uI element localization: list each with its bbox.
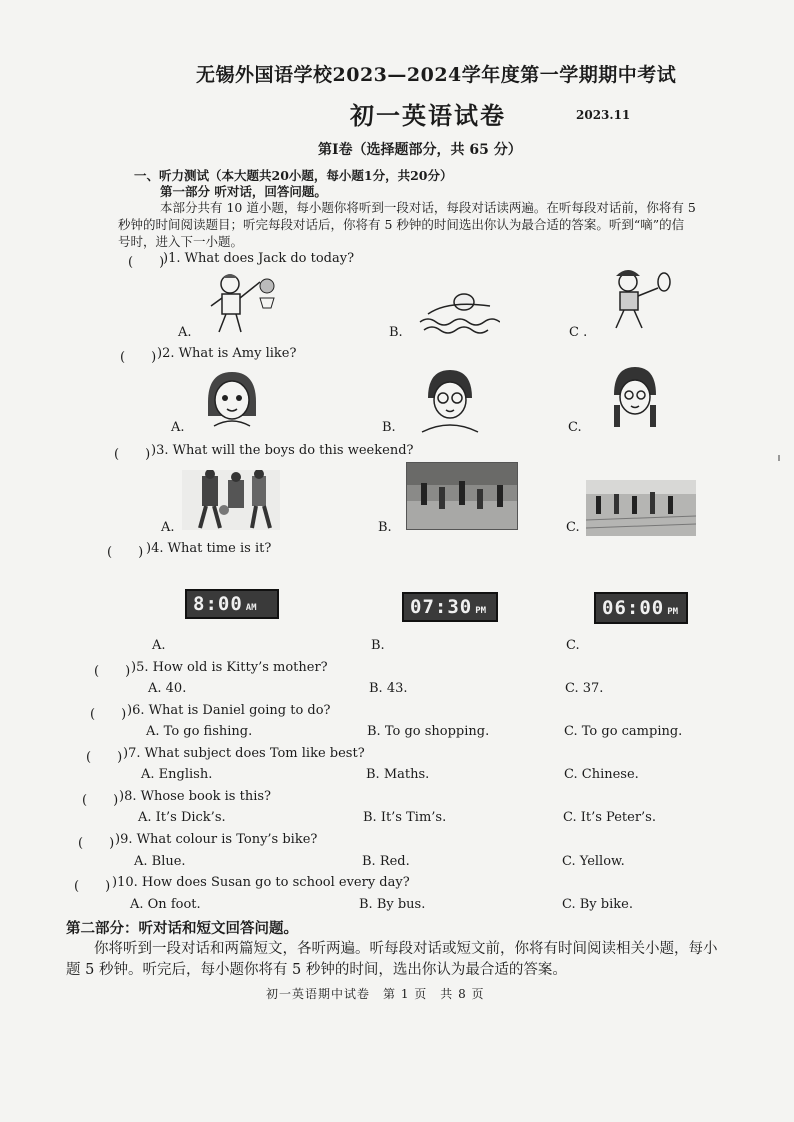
exam-date: 2023.11 bbox=[576, 108, 631, 122]
part2-title: 第二部分：听对话和短文回答问题。 bbox=[66, 920, 298, 937]
girl-face-image bbox=[200, 368, 264, 434]
basketball-player-image bbox=[205, 270, 280, 338]
option-label: B. bbox=[378, 520, 392, 535]
digital-clock-c bbox=[594, 592, 688, 624]
option-c: C. 37. bbox=[565, 681, 604, 696]
instructions-line: 本部分共有 10 道小题，每小题你将听到一段对话，每段对话读两遍。在听每段对话前，你将有 5 bbox=[160, 200, 696, 215]
answer-blank[interactable]: ( ) bbox=[94, 664, 131, 679]
question-3: )3. What will the boys do this weekend? bbox=[151, 443, 414, 458]
question-9: )9. What colour is Tony’s bike? bbox=[115, 832, 318, 847]
option-label: A. bbox=[171, 420, 185, 435]
clock-ampm: AM bbox=[245, 603, 257, 613]
question-6: )6. What is Daniel going to do? bbox=[127, 703, 331, 718]
option-c: C. Yellow. bbox=[562, 854, 625, 869]
part2-instructions: 题 5 秒钟。听完后，每小题你将有 5 秒钟的时间，选出你认为最合适的答案。 bbox=[66, 962, 567, 978]
clock-time: 06:00 bbox=[602, 597, 665, 619]
clock-ampm: PM bbox=[667, 607, 679, 617]
answer-blank[interactable]: ( ) bbox=[78, 836, 115, 851]
page-footer: 初一英语期中试卷 第 1 页 共 8 页 bbox=[266, 987, 485, 1001]
option-label: A. bbox=[178, 325, 192, 340]
answer-blank[interactable]: ( ) bbox=[74, 879, 111, 894]
option-b: B. 43. bbox=[369, 681, 408, 696]
option-b: B. Red. bbox=[362, 854, 410, 869]
question-1: )1. What does Jack do today? bbox=[163, 251, 355, 266]
clock-ampm: PM bbox=[475, 606, 487, 616]
swimmer-image bbox=[418, 288, 500, 334]
option-c: C. Chinese. bbox=[564, 767, 639, 782]
option-a: A. English. bbox=[141, 767, 213, 782]
badminton-player-image bbox=[606, 268, 678, 334]
exam-title: 无锡外国语学校2023—2024学年度第一学期期中考试 bbox=[196, 64, 677, 86]
exam-subtitle: 初一英语试卷 bbox=[350, 101, 506, 130]
option-a: A. 40. bbox=[148, 681, 187, 696]
clock-time: 07:30 bbox=[410, 596, 473, 618]
option-label: B. bbox=[389, 325, 403, 340]
option-label: C. bbox=[568, 420, 582, 435]
part-title: 第Ⅰ卷（选择题部分，共 65 分） bbox=[318, 142, 522, 158]
running-race-photo bbox=[586, 480, 696, 536]
section-title: 一、听力测试（本大题共20小题，每小题1分，共20分） bbox=[134, 168, 453, 183]
answer-blank[interactable]: ( ) bbox=[86, 750, 123, 765]
option-a: A. To go fishing. bbox=[146, 724, 253, 739]
option-label: C . bbox=[569, 325, 588, 340]
basketball-game-photo bbox=[182, 470, 280, 530]
option-b: B. Maths. bbox=[366, 767, 430, 782]
option-a: A. It’s Dick’s. bbox=[138, 810, 226, 825]
option-label: C. bbox=[566, 638, 580, 653]
answer-blank[interactable]: ( ) bbox=[114, 447, 151, 462]
option-label: C. bbox=[566, 520, 580, 535]
option-b: B. To go shopping. bbox=[367, 724, 490, 739]
clock-time: 8:00 bbox=[193, 593, 243, 615]
girl-with-braids-image bbox=[604, 365, 666, 431]
answer-blank[interactable]: ( ) bbox=[128, 255, 165, 270]
option-label: B. bbox=[382, 420, 396, 435]
part2-instructions: 你将听到一段对话和两篇短文，各听两遍。听每段对话或短文前，你将有时间阅读相关小题，每小 bbox=[94, 941, 718, 957]
part1-title: 第一部分 听对话，回答问题。 bbox=[160, 184, 327, 199]
answer-blank[interactable]: ( ) bbox=[82, 793, 119, 808]
question-10: )10. How does Susan go to school every day? bbox=[112, 875, 410, 890]
answer-blank[interactable]: ( ) bbox=[120, 350, 157, 365]
option-c: C. By bike. bbox=[562, 897, 633, 912]
answer-blank[interactable]: ( ) bbox=[90, 707, 127, 722]
scan-mark bbox=[778, 455, 780, 461]
option-b: B. By bus. bbox=[359, 897, 426, 912]
option-label: A. bbox=[161, 520, 175, 535]
option-c: C. To go camping. bbox=[564, 724, 683, 739]
option-label: B. bbox=[371, 638, 385, 653]
option-a: A. On foot. bbox=[130, 897, 201, 912]
question-4: )4. What time is it? bbox=[146, 541, 272, 556]
option-c: C. It’s Peter’s. bbox=[563, 810, 656, 825]
option-label: A. bbox=[152, 638, 166, 653]
instructions-line: 秒钟的时间阅读题目；听完每段对话后，你将有 5 秒钟的时间选出你认为最合适的答案。听到“嘀”的信 bbox=[118, 217, 685, 232]
football-game-photo bbox=[406, 462, 518, 530]
question-8: )8. Whose book is this? bbox=[119, 789, 272, 804]
instructions-line: 号时，进入下一小题。 bbox=[118, 234, 244, 249]
question-5: )5. How old is Kitty’s mother? bbox=[131, 660, 328, 675]
girl-with-glasses-image bbox=[418, 368, 482, 434]
question-7: )7. What subject does Tom like best? bbox=[123, 746, 365, 761]
answer-blank[interactable]: ( ) bbox=[107, 545, 144, 560]
option-a: A. Blue. bbox=[134, 854, 186, 869]
option-b: B. It’s Tim’s. bbox=[363, 810, 447, 825]
digital-clock-b bbox=[402, 592, 498, 622]
digital-clock-a bbox=[185, 589, 279, 619]
question-2: )2. What is Amy like? bbox=[157, 346, 297, 361]
